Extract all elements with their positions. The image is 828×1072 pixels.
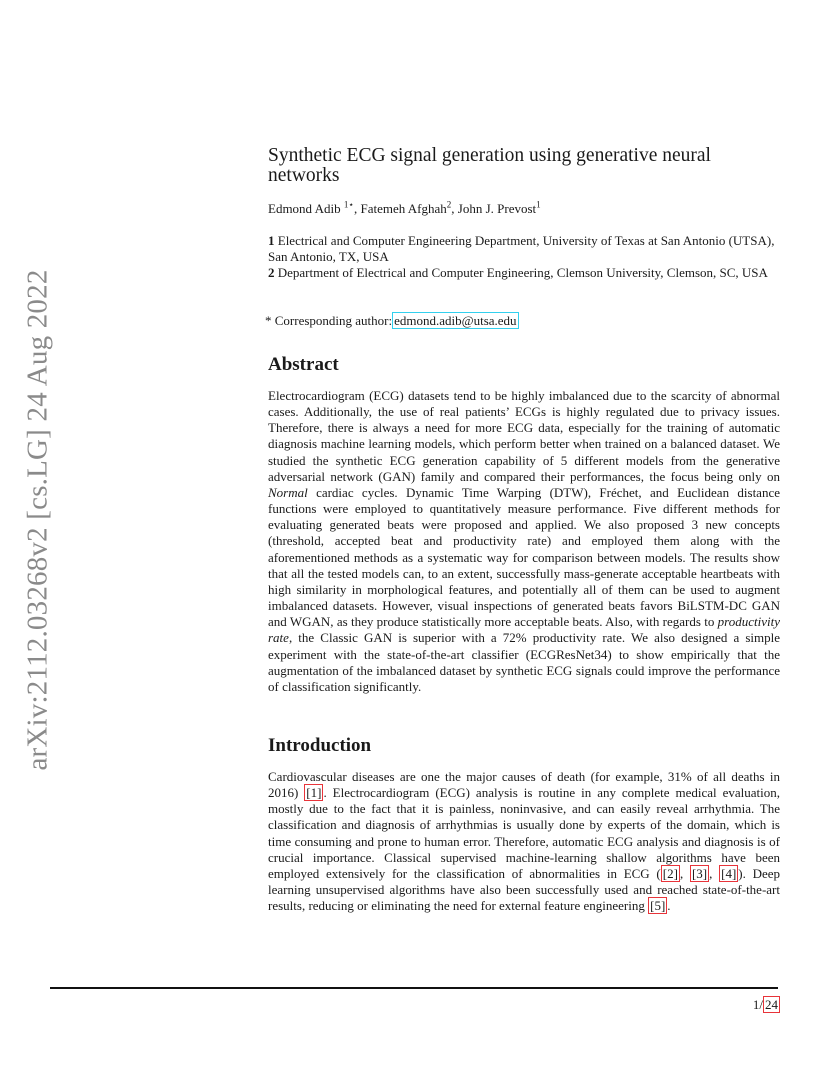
paper-title: Synthetic ECG signal generation using generative neural networks — [268, 145, 711, 186]
affiliations — [268, 233, 780, 282]
abstract-text: , the Classic GAN is superior with a 72% productivity rate. We also designed a simple experiment with the state-of-the-art classifier (ECGResNet34) to show empirically that the augmentation of the imbalanced dataset by synthetic ECG signals could improve the performance of classification significantly. — [268, 630, 780, 694]
author-list — [268, 201, 780, 217]
corresponding-author — [265, 313, 519, 329]
abstract-emphasis: productivity rate — [268, 614, 780, 646]
page-current: 1/ — [752, 997, 763, 1012]
email-link[interactable]: edmond.adib@utsa.edu — [394, 313, 517, 328]
intro-text: , — [679, 865, 690, 881]
page-total-link[interactable]: 24 — [765, 997, 778, 1012]
intro-text: , — [709, 865, 720, 881]
affiliation-item — [268, 233, 780, 265]
affiliation-text: Department of Electrical and Computer Engineering, Clemson University, Clemson, SC, USA — [274, 265, 768, 281]
citation-link[interactable]: [1] — [306, 785, 322, 801]
corresponding-label: * Corresponding author: — [265, 313, 393, 328]
author-affil-mark: 2 — [446, 199, 452, 210]
intro-text: . — [667, 898, 671, 914]
author-affil-mark: 1⋆ — [343, 199, 354, 210]
affiliation-item — [268, 265, 780, 281]
abstract-emphasis: Normal — [268, 484, 308, 500]
author-name: , John J. Prevost — [451, 201, 537, 216]
footer-rule — [50, 987, 778, 989]
citation-link[interactable]: [2] — [662, 865, 678, 881]
affiliation-number: 1 — [268, 233, 275, 248]
arxiv-identifier: arXiv:2112.03268v2 [cs.LG] 24 Aug 2022 — [21, 269, 54, 771]
affiliation-text: Electrical and Computer Engineering Department, University of Texas at San Antonio (UTSA), San Antonio, TX, USA — [268, 233, 775, 265]
introduction-body — [268, 769, 780, 914]
abstract-text: cardiac cycles. Dynamic Time Warping (DTW), Fréchet, and Euclidean distance functions were employed to quantitatively measure performance. Five different methods for evaluating generated beats were proposed and applied. We also proposed 3 new concepts (threshold, accepted beat and productivity rate) and employed them along with the aforementioned methods as a systematic way for comparison between models. The results show that all the tested models can, to an extent, successfully mass-generate acceptable heartbeats with high similarity in morphological features, and potentially all of them can be used to augment imbalanced datasets. However, visual inspections of generated beats favors BiLSTM-DC GAN and WGAN, as they produce statistically more acceptable beats. Also, with regards to — [268, 484, 780, 630]
introduction-heading: Introduction — [268, 735, 372, 756]
author-affil-mark: 1 — [536, 199, 541, 210]
abstract-text: Electrocardiogram (ECG) datasets tend to be highly imbalanced due to the scarcity of abnormal cases. Additionally, the use of real patients’ ECGs is highly regulated due to privacy issues. Therefore, there is always a need for more ECG data, especially for the training of automatic diagnosis machine learning models, which perform better when trained on a balanced dataset. We studied the synthetic ECG generation capability of 5 different models from the generative adversarial network (GAN) family and compared their performances, the focus being only on — [268, 388, 780, 484]
affiliation-number: 2 — [268, 265, 275, 281]
author-name: , Fatemeh Afghah — [353, 201, 447, 216]
intro-text: Cardiovascular diseases are one the major causes of death (for example, 31% of all deaths in 2016) — [268, 769, 780, 801]
citation-link[interactable]: [4] — [721, 865, 737, 881]
intro-text: ). Deep learning unsupervised algorithms have also been successfully used and reached state-of-the-art results, reducing or eliminating the need for external feature engineering — [268, 865, 781, 914]
citation-link[interactable]: [3] — [691, 865, 708, 881]
intro-text: . Electrocardiogram (ECG) analysis is routine in any complete medical evaluation, mostly due to the fact that it is painless, noninvasive, and can easily reveal arrhythmia. The classification and diagnosis of arrhythmias is usually done by experts of the domain, which is time consuming and prone to human error. Therefore, automatic ECG analysis and diagnosis is of crucial importance. Classical supervised machine-learning shallow algorithms have been employed extensively for the classification of abnormalities in ECG ( — [268, 785, 780, 881]
page-number — [753, 997, 780, 1013]
abstract-body — [268, 388, 780, 695]
citation-link[interactable]: [5] — [650, 898, 666, 914]
author-name: Edmond Adib — [268, 201, 344, 216]
abstract-heading: Abstract — [268, 354, 339, 375]
